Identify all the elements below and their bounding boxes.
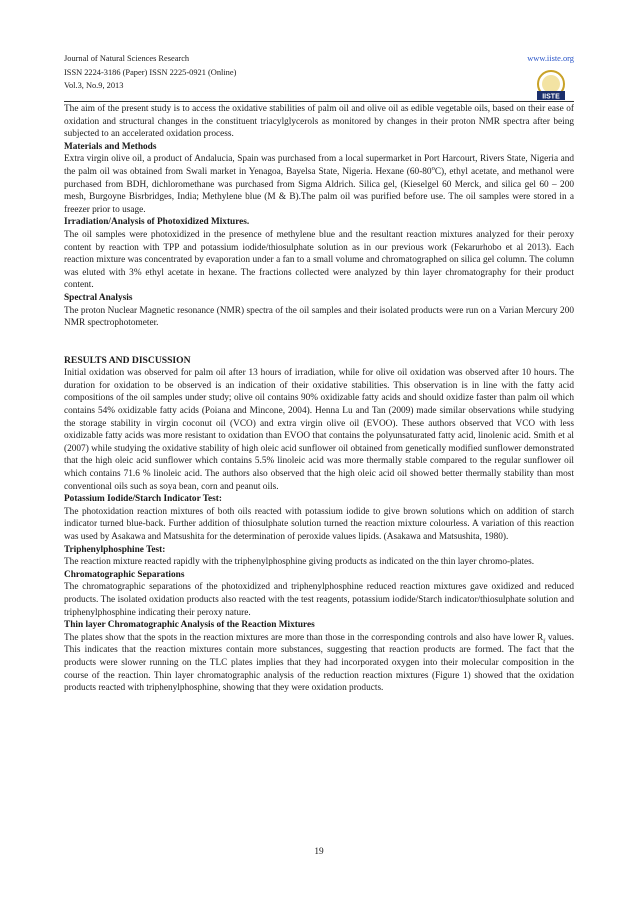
materials-paragraph: Extra virgin olive oil, a product of Andalucia, Spain was purchased from a local supermarket in Port Harcourt, Rivers State, Nigeria and the palm oil was obtained from Swali market in Yenagoa, Bayelsa State, Nigeria. Hexane (60-80$^o$C), ethyl acetate, and methanol were purchased from BDH, dichloromethane was purchased from Sigma Aldrich. Silica gel, (Kieselgel 60 Merck, and silica gel 60 – 200 mesh, Burgoyne Bisrbridges, India; Methylene blue (M & B).The palm oil was purified before use. The oil samples were stored in a freezer prior to usage. bbox=[64, 154, 574, 215]
potassium-heading: Potassium Iodide/Starch Indicator Test: bbox=[64, 494, 222, 505]
spectral-heading: Spectral Analysis bbox=[64, 292, 133, 303]
svg-text:IISTE: IISTE bbox=[542, 93, 560, 101]
thinlayer-heading: Thin layer Chromatographic Analysis of the Reaction Mixtures bbox=[64, 620, 315, 631]
irradiation-heading: Irradiation/Analysis of Photoxidized Mixtures. bbox=[64, 217, 250, 228]
issn-line: ISSN 2224-3186 (Paper) ISSN 2225-0921 (Online) bbox=[64, 67, 237, 77]
page-header bbox=[64, 52, 574, 93]
results-heading: RESULTS AND DISCUSSION bbox=[64, 354, 191, 366]
journal-name: Journal of Natural Sciences Research bbox=[64, 54, 190, 63]
potassium-paragraph: The photoxidation reaction mixtures of both oils reacted with potassium iodide to give brown solutions which on addition of starch indicator turned blue-back. Further addition of thiosulphate solution turned the reaction mixture colourless. A variation of this reaction was used by Asakawa and Matsushita for the determination of peroxide values lipids. (Asakawa and Matsushita, 1980). bbox=[64, 506, 574, 542]
spectral-paragraph: The proton Nuclear Magnetic resonance (NMR) spectra of the oil samples and their isolated products were run on a Varian Mercury 200 NMR spectrophotometer. bbox=[64, 305, 574, 329]
thinlayer-paragraph: The plates show that the spots in the reaction mixtures are more than those in the corresponding controls and also have lower $R_f$ values. This indicates that the reaction mixtures contain more substances, suggesting that reaction products are formed. The fact that the products were slower running on the TLC plates implies that they had incorporated oxygen into their molecular composition in the course of the reaction. Thin layer chromatographic analysis of the reduction reaction mixtures (Figure 1) showed that the oxidation products reacted with triphenylphosphine, showing that they were oxidation products. bbox=[64, 632, 574, 694]
chromatographic-paragraph: The chromatographic separations of the photoxidized and triphenylphosphine reduced reaction mixtures gave oxidized and reduced products. The isolated oxidation products also reacted with the test reagents, potassium iodide/Starch indicator/thiosulphate solution and triphenylphosphine indicating their peroxy nature. bbox=[64, 582, 574, 618]
iiste-logo-icon bbox=[533, 67, 569, 103]
journal-url-link[interactable]: www.iiste.org bbox=[527, 54, 574, 63]
article-body bbox=[64, 103, 574, 695]
intro-paragraph: The aim of the present study is to access the oxidative stabilities of palm oil and olive oil as edible vegetable oils, based on their ease of oxidation and structural changes in the constituent triacylglycerols as monitored by changes in their proton NMR spectra after being subjected to an accelerated oxidation process. bbox=[64, 104, 574, 140]
page-number: 19 bbox=[314, 847, 324, 857]
section-spacer bbox=[64, 330, 574, 355]
materials-heading: Materials and Methods bbox=[64, 141, 157, 152]
chromatographic-heading: Chromatographic Separations bbox=[64, 569, 185, 580]
triphenyl-heading: Triphenylphosphine Test: bbox=[64, 544, 166, 555]
irradiation-paragraph: The oil samples were photoxidized in the presence of methylene blue and the resultant reaction mixtures analyzed for their peroxy content by reaction with TPP and potassium iodide/thiosulphate solution as in our previous work (Fekarurhobo et al 2013). Each reaction mixture was concentrated by evaporation under a fan to a small volume and chromatographed on silica gel column. The column was eluted with 3% ethyl acetate in hexane. The fractions collected were analyzed by thin layer chromatography for their product content. bbox=[64, 229, 574, 291]
triphenyl-paragraph: The reaction mixture reacted rapidly with the triphenylphosphine giving products as indicated on the thin layer chromo-plates. bbox=[64, 557, 535, 568]
volume-line: Vol.3, No.9, 2013 bbox=[64, 81, 124, 90]
header-divider bbox=[64, 101, 574, 102]
results-paragraph: Initial oxidation was observed for palm oil after 13 hours of irradiation, while for olive oil oxidation was observed after 10 hours. The duration for oxidation to be observed is an indication of their oxidative stabilities. This observation is in line with the fatty acid compositions of the oil samples under study; olive oil contains 90% oxidizable fatty acids and should oxidize faster than palm oil which contains 54% oxidizable fatty acids (Poiana and Mincone, 2004). Henna Lu and Tan (2009) made similar observations while studying the storage stability in virgin coconut oil (VCO) and extra virgin olive oil (EVOO). These authors observed that VCO with less oxidizable fatty acids was more resistant to oxidation than EVOO that contains the polyunsaturated fatty acid, linolenic acid. Smith et al (2007) while studying the oxidative stability of high oleic acid sunflower oil obtained from genetically modified sunflower demonstrated that the high oleic acid sunflower which contains 5.5% linoleic acid was more thermally stable compared to the regular sunflower oil which contains 71.6 % linoleic acid. The authors also observed that the high oleic acid oil showed better thermally stability than most conventional oils such as soya bean, corn and peanut oils. bbox=[64, 368, 574, 492]
